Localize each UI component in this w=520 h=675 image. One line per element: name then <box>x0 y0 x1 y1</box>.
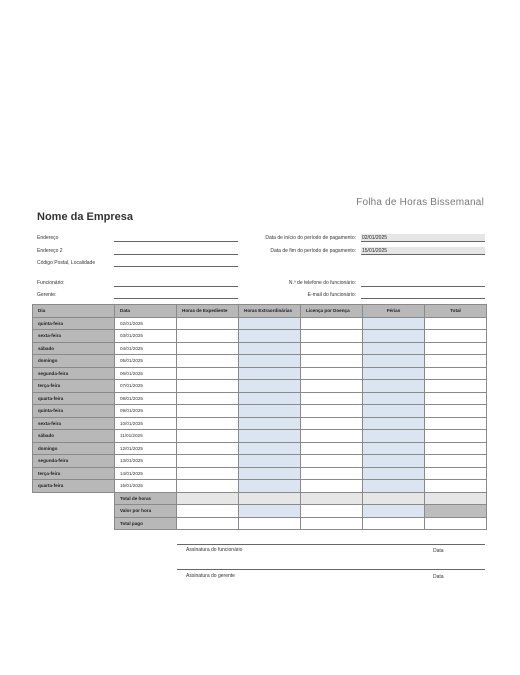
sick-leave-cell[interactable] <box>301 317 363 330</box>
overtime-cell[interactable] <box>239 392 301 405</box>
total-cell <box>425 317 487 330</box>
manager-signature-line[interactable] <box>177 569 485 570</box>
total-cell <box>425 467 487 480</box>
sick-leave-cell[interactable] <box>301 342 363 355</box>
table-row <box>33 367 487 380</box>
col-header-total: Total <box>425 305 487 318</box>
address-field[interactable] <box>114 241 238 242</box>
overtime-cell[interactable] <box>239 455 301 468</box>
total-cell <box>425 330 487 343</box>
day-cell: segunda-feira <box>33 455 115 468</box>
day-cell: segunda-feira <box>33 367 115 380</box>
total-hours-regular <box>177 492 239 505</box>
day-cell: domingo <box>33 355 115 368</box>
table-row <box>33 380 487 393</box>
date-cell: 08/01/2025 <box>115 392 177 405</box>
employee-field[interactable] <box>114 286 238 287</box>
day-cell: sábado <box>33 430 115 443</box>
date-cell: 06/01/2025 <box>115 367 177 380</box>
overtime-cell[interactable] <box>239 405 301 418</box>
period-end-field[interactable]: 15/01/2025 <box>361 247 485 255</box>
total-cell <box>425 430 487 443</box>
rate-regular[interactable] <box>177 505 239 518</box>
manager-date-label: Data <box>433 574 444 580</box>
date-cell: 04/01/2025 <box>115 342 177 355</box>
vacation-cell[interactable] <box>363 455 425 468</box>
sick-leave-cell[interactable] <box>301 430 363 443</box>
day-cell: sexta-feira <box>33 330 115 343</box>
regular-hours-cell[interactable] <box>177 367 239 380</box>
table-row <box>33 355 487 368</box>
day-cell: quarta-feira <box>33 392 115 405</box>
date-cell: 07/01/2025 <box>115 380 177 393</box>
regular-hours-cell[interactable] <box>177 430 239 443</box>
total-cell <box>425 342 487 355</box>
day-cell: terça-feira <box>33 467 115 480</box>
sick-leave-cell[interactable] <box>301 330 363 343</box>
overtime-cell[interactable] <box>239 442 301 455</box>
employee-signature-line[interactable] <box>177 544 485 545</box>
overtime-cell[interactable] <box>239 380 301 393</box>
total-cell <box>425 480 487 493</box>
rate-vacation[interactable] <box>363 505 425 518</box>
sick-leave-cell[interactable] <box>301 367 363 380</box>
manager-field[interactable] <box>114 298 238 299</box>
date-cell: 15/01/2025 <box>115 480 177 493</box>
vacation-cell[interactable] <box>363 317 425 330</box>
overtime-cell[interactable] <box>239 480 301 493</box>
table-row <box>33 405 487 418</box>
table-row <box>33 442 487 455</box>
regular-hours-cell[interactable] <box>177 417 239 430</box>
regular-hours-cell[interactable] <box>177 355 239 368</box>
table-row <box>33 330 487 343</box>
sick-leave-cell[interactable] <box>301 467 363 480</box>
postal-label: Código Postal, Localidade <box>37 260 96 266</box>
total-hours-vacation <box>363 492 425 505</box>
employee-signature-label: Assinatura do funcionário <box>186 547 243 553</box>
total-cell <box>425 367 487 380</box>
overtime-cell[interactable] <box>239 355 301 368</box>
vacation-cell[interactable] <box>363 380 425 393</box>
paid-total <box>425 517 487 530</box>
regular-hours-cell[interactable] <box>177 317 239 330</box>
date-cell: 05/01/2025 <box>115 355 177 368</box>
paid-sick <box>301 517 363 530</box>
table-row <box>33 342 487 355</box>
regular-hours-cell[interactable] <box>177 480 239 493</box>
sick-leave-cell[interactable] <box>301 405 363 418</box>
day-cell: terça-feira <box>33 380 115 393</box>
day-cell: sexta-feira <box>33 417 115 430</box>
table-row <box>33 392 487 405</box>
sick-leave-cell[interactable] <box>301 442 363 455</box>
total-hours-label: Total de horas <box>115 492 177 505</box>
date-cell: 02/01/2025 <box>115 317 177 330</box>
day-cell: domingo <box>33 442 115 455</box>
date-cell: 14/01/2025 <box>115 467 177 480</box>
sick-leave-cell[interactable] <box>301 355 363 368</box>
sick-leave-cell[interactable] <box>301 417 363 430</box>
table-header-row <box>33 305 487 318</box>
regular-hours-cell[interactable] <box>177 392 239 405</box>
total-cell <box>425 442 487 455</box>
employee-date-label: Data <box>433 548 444 554</box>
sick-leave-cell[interactable] <box>301 480 363 493</box>
timesheet-table <box>32 304 487 530</box>
summary-row-rate <box>33 505 487 518</box>
overtime-cell[interactable] <box>239 342 301 355</box>
paid-overtime <box>239 517 301 530</box>
total-cell <box>425 417 487 430</box>
vacation-cell[interactable] <box>363 330 425 343</box>
vacation-cell[interactable] <box>363 442 425 455</box>
overtime-cell[interactable] <box>239 430 301 443</box>
address-label: Endereço <box>37 235 59 241</box>
overtime-cell[interactable] <box>239 367 301 380</box>
day-cell: quinta-feira <box>33 317 115 330</box>
total-hours-total <box>425 492 487 505</box>
date-cell: 12/01/2025 <box>115 442 177 455</box>
regular-hours-cell[interactable] <box>177 342 239 355</box>
table-row <box>33 430 487 443</box>
date-cell: 10/01/2025 <box>115 417 177 430</box>
table-row <box>33 480 487 493</box>
total-hours-sick <box>301 492 363 505</box>
total-cell <box>425 455 487 468</box>
sick-leave-cell[interactable] <box>301 380 363 393</box>
day-cell: quinta-feira <box>33 405 115 418</box>
regular-hours-cell[interactable] <box>177 467 239 480</box>
col-header-regular-hours: Horas de Expediente <box>177 305 239 318</box>
paid-regular <box>177 517 239 530</box>
total-cell <box>425 380 487 393</box>
col-header-overtime: Horas Extraordinárias <box>239 305 301 318</box>
day-cell: sábado <box>33 342 115 355</box>
address2-field[interactable] <box>114 254 238 255</box>
regular-hours-cell[interactable] <box>177 455 239 468</box>
overtime-cell[interactable] <box>239 330 301 343</box>
rate-label: Valor por hora <box>115 505 177 518</box>
period-start-label: Data de início do período de pagamento: <box>265 235 356 241</box>
rate-total <box>425 505 487 518</box>
sick-leave-cell[interactable] <box>301 455 363 468</box>
day-cell: quarta-feira <box>33 480 115 493</box>
date-cell: 11/01/2025 <box>115 430 177 443</box>
total-paid-label: Total pago <box>115 517 177 530</box>
period-start-field[interactable]: 02/01/2025 <box>361 234 485 242</box>
document-title: Folha de Horas Bissemanal <box>356 197 484 208</box>
paid-vacation <box>363 517 425 530</box>
overtime-cell[interactable] <box>239 317 301 330</box>
summary-row-total-paid <box>33 517 487 530</box>
rate-sick[interactable] <box>301 505 363 518</box>
vacation-cell[interactable] <box>363 480 425 493</box>
total-hours-overtime <box>239 492 301 505</box>
table-row <box>33 417 487 430</box>
regular-hours-cell[interactable] <box>177 330 239 343</box>
col-header-date: Data <box>115 305 177 318</box>
company-name[interactable]: Nome da Empresa <box>37 211 133 223</box>
total-cell <box>425 392 487 405</box>
postal-field[interactable] <box>114 266 238 267</box>
email-field[interactable] <box>361 298 485 299</box>
table-row <box>33 317 487 330</box>
vacation-cell[interactable] <box>363 430 425 443</box>
rate-overtime[interactable] <box>239 505 301 518</box>
table-row <box>33 455 487 468</box>
employee-label: Funcionário: <box>37 280 65 286</box>
manager-label: Gerente: <box>37 292 57 298</box>
period-end-label: Data de fim do período de pagamento: <box>270 248 356 254</box>
col-header-sick-leave: Licença por Doença <box>301 305 363 318</box>
date-cell: 03/01/2025 <box>115 330 177 343</box>
manager-signature-label: Assinatura do gerente <box>186 573 235 579</box>
date-cell: 13/01/2025 <box>115 455 177 468</box>
phone-label: N.º de telefone do funcionário: <box>288 280 356 286</box>
total-cell <box>425 355 487 368</box>
vacation-cell[interactable] <box>363 405 425 418</box>
date-cell: 09/01/2025 <box>115 405 177 418</box>
sick-leave-cell[interactable] <box>301 392 363 405</box>
regular-hours-cell[interactable] <box>177 380 239 393</box>
vacation-cell[interactable] <box>363 467 425 480</box>
summary-row-total-hours <box>33 492 487 505</box>
col-header-day: Dia <box>33 305 115 318</box>
col-header-vacation: Férias <box>363 305 425 318</box>
overtime-cell[interactable] <box>239 467 301 480</box>
email-label: E-mail do funcionário: <box>307 292 356 298</box>
regular-hours-cell[interactable] <box>177 442 239 455</box>
overtime-cell[interactable] <box>239 417 301 430</box>
phone-field[interactable] <box>361 286 485 287</box>
address2-label: Endereço 2 <box>37 248 63 254</box>
regular-hours-cell[interactable] <box>177 405 239 418</box>
total-cell <box>425 405 487 418</box>
vacation-cell[interactable] <box>363 367 425 380</box>
vacation-cell[interactable] <box>363 342 425 355</box>
vacation-cell[interactable] <box>363 355 425 368</box>
vacation-cell[interactable] <box>363 392 425 405</box>
table-row <box>33 467 487 480</box>
vacation-cell[interactable] <box>363 417 425 430</box>
